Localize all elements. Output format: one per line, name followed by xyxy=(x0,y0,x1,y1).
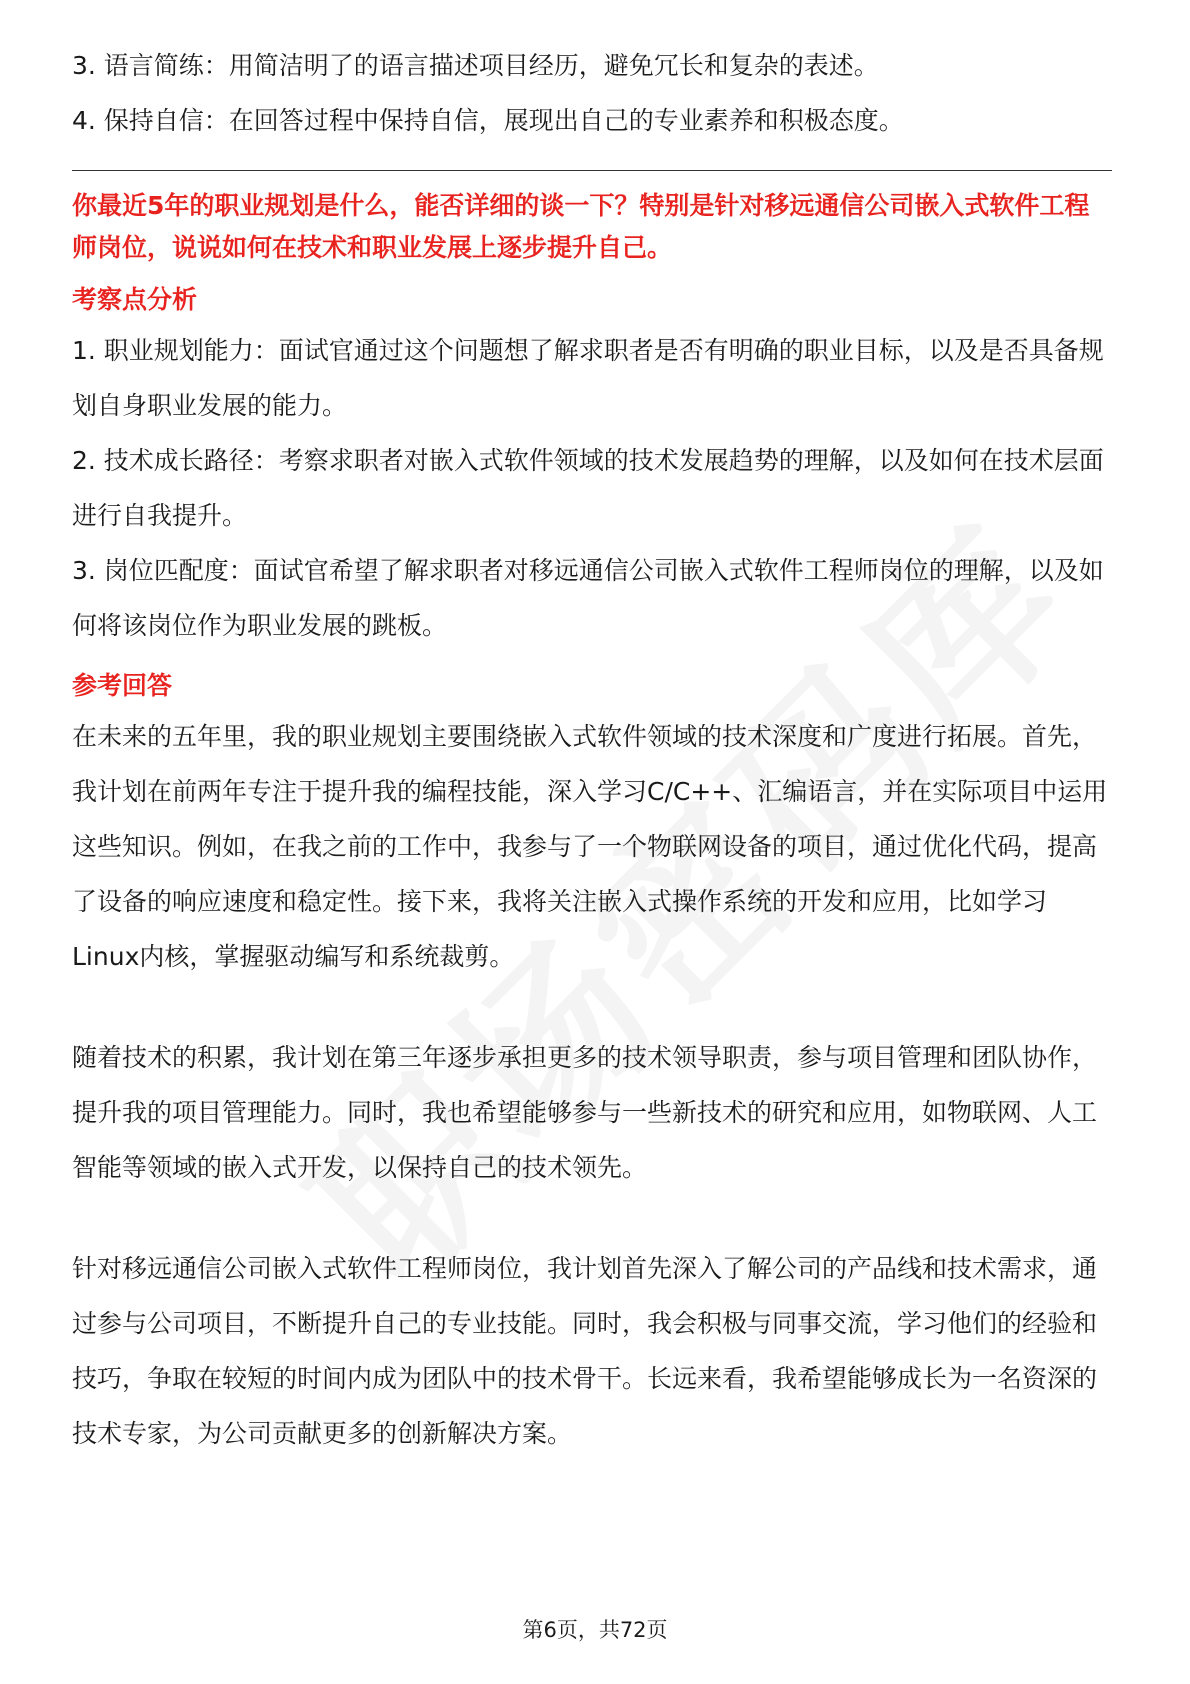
page-number: 第6页，共72页 xyxy=(522,1618,668,1642)
analysis-item-2: 2. 技术成长路径：考察求职者对嵌入式软件领域的技术发展趋势的理解，以及如何在技术层面进行自我提升。 xyxy=(72,446,1104,530)
answer-heading: 参考回答 xyxy=(72,671,173,700)
answer-paragraph-3: 针对移远通信公司嵌入式软件工程师岗位，我计划首先深入了解公司的产品线和技术需求，通过参与公司项目，不断提升自己的专业技能。同时，我会积极与同事交流，学习他们的经验和技巧，争取在较短的时间内成为团队中的技术骨干。长远来看，我希望能够成长为一名资深的技术专家，为公司贡献更多的创新解决方案。 xyxy=(72,1254,1098,1448)
section-divider xyxy=(72,170,1112,171)
analysis-item-1: 1. 职业规划能力：面试官通过这个问题想了解求职者是否有明确的职业目标，以及是否具备规划自身职业发展的能力。 xyxy=(72,336,1104,420)
tip-item-4: 4. 保持自信：在回答过程中保持自信，展现出自己的专业素养和积极态度。 xyxy=(72,106,904,135)
tip-item-3: 3. 语言简练：用简洁明了的语言描述项目经历，避免冗长和复杂的表述。 xyxy=(72,51,879,80)
analysis-heading: 考察点分析 xyxy=(72,285,198,314)
analysis-item-3: 3. 岗位匹配度：面试官希望了解求职者对移远通信公司嵌入式软件工程师岗位的理解，以及如何将该岗位作为职业发展的跳板。 xyxy=(72,556,1104,640)
document-page xyxy=(72,38,1112,1461)
answer-paragraph-2: 随着技术的积累，我计划在第三年逐步承担更多的技术领导职责，参与项目管理和团队协作，提升我的项目管理能力。同时，我也希望能够参与一些新技术的研究和应用，如物联网、人工智能等领域的嵌入式开发，以保持自己的技术领先。 xyxy=(72,1043,1098,1182)
interview-question: 你最近5年的职业规划是什么，能否详细的谈一下？特别是针对移远通信公司嵌入式软件工程师岗位，说说如何在技术和职业发展上逐步提升自己。 xyxy=(72,191,1090,262)
answer-paragraph-1: 在未来的五年里，我的职业规划主要围绕嵌入式软件领域的技术深度和广度进行拓展。首先，我计划在前两年专注于提升我的编程技能，深入学习C/C++、汇编语言，并在实际项目中运用这些知识。例如，在我之前的工作中，我参与了一个物联网设备的项目，通过优化代码，提高了设备的响应速度和稳定性。接下来，我将关注嵌入式操作系统的开发和应用，比如学习Linux内核，掌握驱动编写和系统裁剪。 xyxy=(72,722,1108,971)
